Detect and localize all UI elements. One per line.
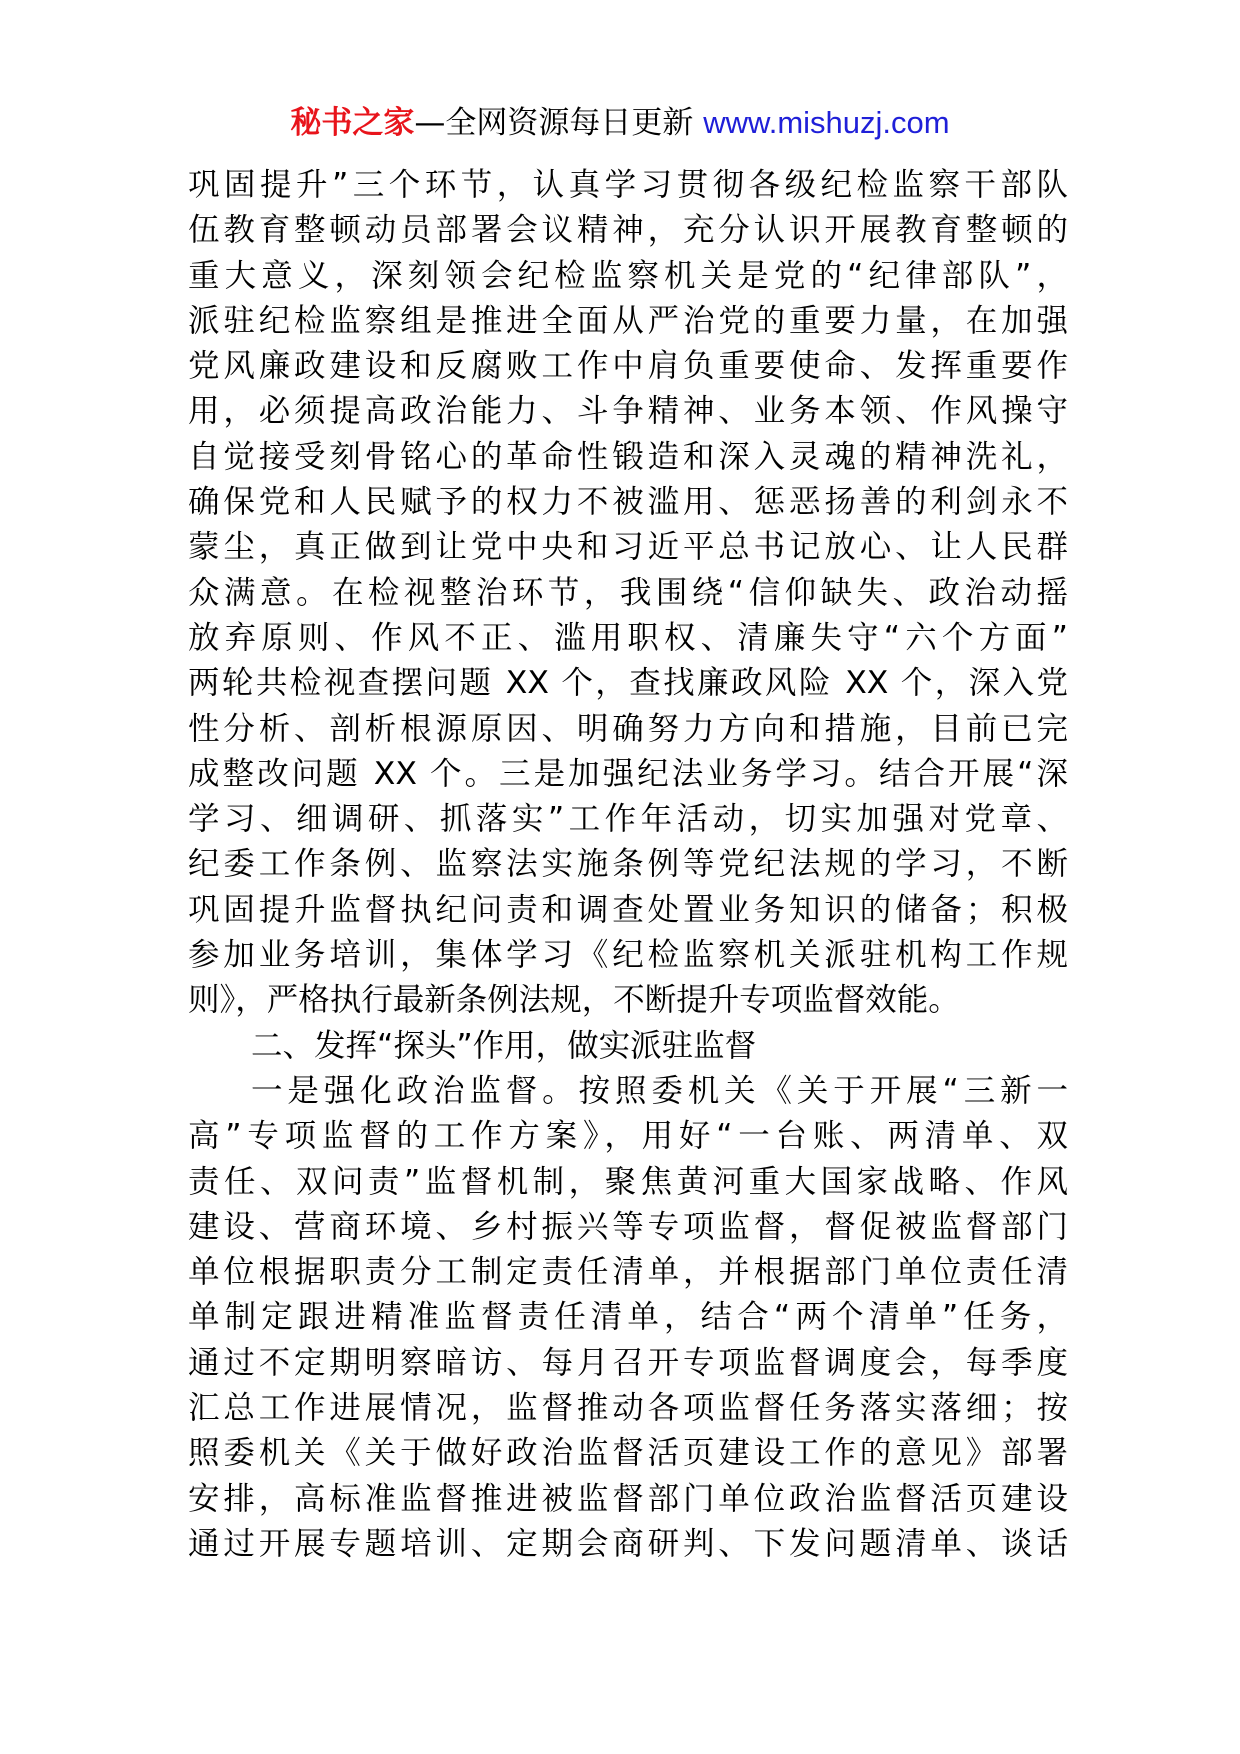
text-line: 蒙尘，真正做到让党中央和习近平总书记放心、让人民群 xyxy=(188,529,1068,566)
text-line: 照委机关《关于做好政治监督活页建设工作的意见》部署 xyxy=(188,1435,1068,1472)
text-line: 单制定跟进精准监督责任清单，结合“两个清单”任务， xyxy=(188,1299,1068,1336)
text-line: 自觉接受刻骨铭心的革命性锻造和深入灵魂的精神洗礼， xyxy=(188,438,1068,475)
text-line: 责任、双问责”监督机制，聚焦黄河重大国家战略、作风 xyxy=(188,1163,1068,1200)
text-line: 性分析、剖析根源原因、明确努力方向和措施，目前已完 xyxy=(188,710,1068,747)
text-line: 巩固提升”三个环节，认真学习贯彻各级纪检监察干部队 xyxy=(188,167,1068,203)
text-line: 成整改问题 XX 个。三是加强纪法业务学习。结合开展“深 xyxy=(188,755,1068,792)
text-line: 两轮共检视查摆问题 XX 个，查找廉政风险 XX 个，深入党 xyxy=(188,665,1068,702)
text-line: 一是强化政治监督。按照委机关《关于开展“三新一 xyxy=(251,1072,1068,1109)
text-line: 则》，严格执行最新条例法规，不断提升专项监督效能。 xyxy=(188,982,960,1019)
text-line: 重大意义，深刻领会纪检监察机关是党的“纪律部队”， xyxy=(188,257,1068,294)
text-line: 确保党和人民赋予的权力不被滥用、惩恶扬善的利剑永不 xyxy=(188,484,1068,521)
text-line: 汇总工作进展情况，监督推动各项监督任务落实落细；按 xyxy=(188,1390,1068,1427)
text-line: 巩固提升监督执纪问责和调查处置业务知识的储备；积极 xyxy=(188,891,1068,928)
document-body xyxy=(188,163,1068,1567)
text-line: 通过开展专题培训、定期会商研判、下发问题清单、谈话 xyxy=(188,1525,1068,1562)
section-heading: 二、发挥“探头”作用，做实派驻监督 xyxy=(251,1027,757,1064)
website-link[interactable]: www.mishuzj.com xyxy=(703,105,950,140)
text-line: 众满意。在检视整治环节，我围绕“信仰缺失、政治动摇 xyxy=(188,574,1068,611)
text-line: 高”专项监督的工作方案》，用好“一台账、两清单、双 xyxy=(188,1118,1068,1155)
text-line: 单位根据职责分工制定责任清单，并根据部门单位责任清 xyxy=(188,1254,1068,1291)
text-line: 伍教育整顿动员部署会议精神，充分认识开展教育整顿的 xyxy=(188,212,1068,249)
text-line: 党风廉政建设和反腐败工作中肩负重要使命、发挥重要作 xyxy=(188,348,1068,385)
text-line: 用，必须提高政治能力、斗争精神、业务本领、作风操守 xyxy=(188,393,1068,430)
text-line: 纪委工作条例、监察法实施条例等党纪法规的学习，不断 xyxy=(188,846,1068,883)
text-line: 安排，高标准监督推进被监督部门单位政治监督活页建设 xyxy=(188,1480,1068,1517)
text-line: 通过不定期明察暗访、每月召开专项监督调度会，每季度 xyxy=(188,1344,1068,1381)
text-line: 学习、细调研、抓落实”工作年活动，切实加强对党章、 xyxy=(188,801,1068,838)
page-header xyxy=(0,100,1240,146)
text-line: 参加业务培训，集体学习《纪检监察机关派驻机构工作规 xyxy=(188,937,1068,974)
text-line: 建设、营商环境、乡村振兴等专项监督，督促被监督部门 xyxy=(188,1208,1068,1245)
header-tagline: —全网资源每日更新 xyxy=(414,105,704,141)
text-line: 放弃原则、作风不正、滥用职权、清廉失守“六个方面” xyxy=(188,619,1068,656)
brand-name: 秘书之家 xyxy=(290,105,415,141)
text-line: 派驻纪检监察组是推进全面从严治党的重要力量，在加强 xyxy=(188,302,1068,339)
